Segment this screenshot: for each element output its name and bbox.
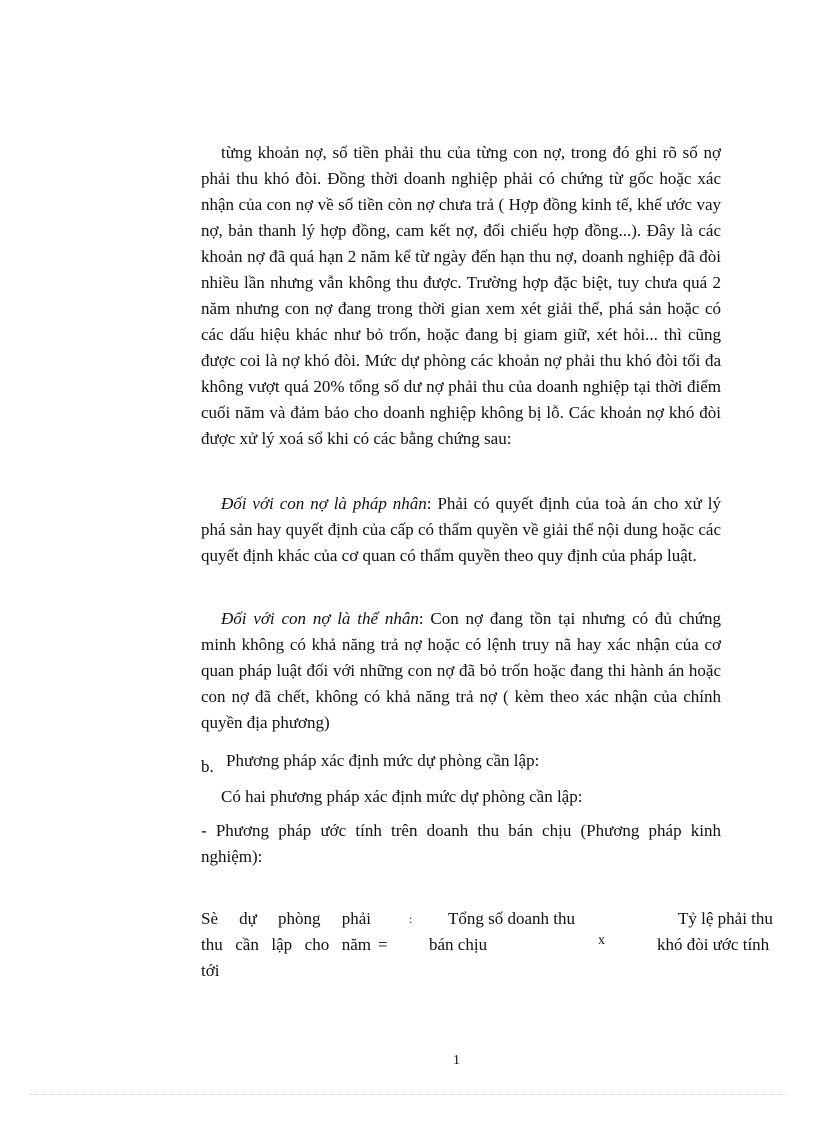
page-number: 1 <box>453 1053 460 1068</box>
formula-colon-mark: : <box>409 912 413 926</box>
formula-middle-line2: bán chịu <box>429 935 488 954</box>
method-sales-estimate: - Phương pháp ước tính trên doanh thu bán chịu (Phương pháp kinh nghiệm): <box>201 821 721 866</box>
formula-left-term <box>201 906 371 984</box>
formula-left-line2: thu cần lập cho năm <box>201 935 371 954</box>
paragraph-natural-person <box>201 606 721 736</box>
legal-entity-text: : Phải có quyết định của toà án cho xử lý phá sản hay quyết định của cấp có thẩm quyền về giải thể nội dung hoặc các quyết định khác của cơ quan có thẩm quyền theo quy định của pháp luật. <box>201 494 722 565</box>
formula-right-line1: Tỷ lệ phải thu <box>678 909 773 928</box>
paragraph-legal-entity <box>201 491 721 569</box>
formula-middle-line1: Tổng số doanh thu <box>448 909 576 928</box>
formula-right-line2: khó đòi ước tính <box>657 935 770 954</box>
paragraph-bad-debt-criteria: từng khoản nợ, số tiền phải thu của từng con nợ, trong đó ghi rõ số nợ phải thu khó đòi. Đồng thời doanh nghiệp phải có chứng từ gốc hoặc xác nhận của con nợ về số tiền còn nợ chưa trả ( Hợp đồng kinh tế, khế ước vay nợ, bản thanh lý hợp đồng, cam kết nợ, đối chiếu hợp đồng...). Đây là các khoản nợ đã quá hạn 2 năm kể từ ngày đến hạn thu nợ, doanh nghiệp đã đòi nhiều lần nhưng vẫn không thu được. Trường hợp đặc biệt, tuy chưa quá 2 năm nhưng con nợ đang trong thời gian xem xét giải thể, phá sản hoặc có các dấu hiệu khác như bỏ trốn, hoặc đang bị giam giữ, xét hỏi... thì cũng được coi là nợ khó đòi. Mức dự phòng các khoản nợ phải thu khó đòi tối đa không vượt quá 20% tổng số dư nợ phải thu của doanh nghiệp tại thời điểm cuối năm và đảm bảo cho doanh nghiệp không bị lỗ. Các khoản nợ khó đòi được xử lý xoá sổ khi có các bằng chứng sau: <box>201 143 721 448</box>
formula-equals-sign: = <box>378 935 388 954</box>
formula-left-line1: Sè dự phòng phải <box>201 909 371 928</box>
footer-divider <box>30 1094 786 1095</box>
natural-person-lead: Đối với con nợ là thể nhân <box>221 609 419 628</box>
formula-multiply-sign: x <box>598 933 605 948</box>
formula-left-line3: tới <box>201 961 220 980</box>
natural-person-text: : Con nợ đang tồn tại nhưng có đủ chứng minh không có khả năng trả nợ hoặc có lệnh truy nã hay xác nhận của cơ quan pháp luật đối với những con nợ đã bỏ trốn hoặc đang thi hành án hoặc con nợ đã chết, không có khả năng trả nợ ( kèm theo xác nhận của chính quyền địa phương) <box>201 609 721 732</box>
legal-entity-lead: Đối với con nợ là pháp nhân <box>221 494 427 513</box>
section-b-letter: b. <box>201 757 214 776</box>
methods-intro: Có hai phương pháp xác định mức dự phòng cần lập: <box>221 787 583 806</box>
section-b-heading: Phương pháp xác định mức dự phòng cần lập: <box>226 751 540 770</box>
